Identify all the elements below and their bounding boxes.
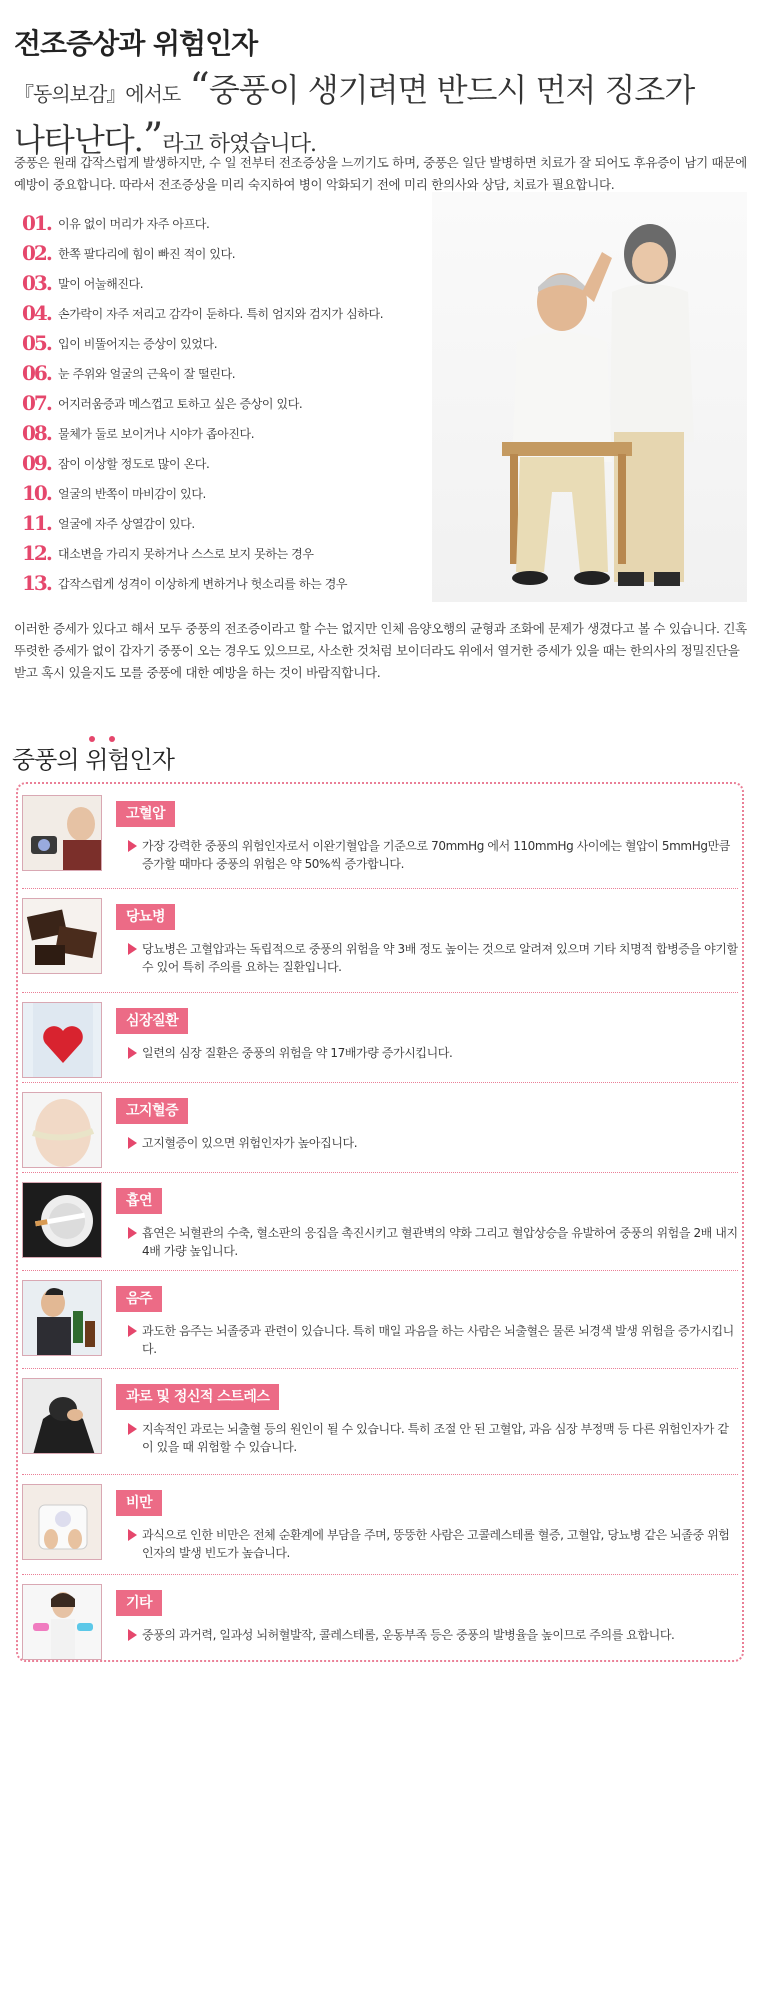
list-item (22, 448, 442, 478)
risk-factor-diabetes (22, 898, 742, 978)
risk-factor-drinking (22, 1280, 742, 1360)
divider (22, 1368, 738, 1369)
divider (22, 992, 738, 993)
symptom-number: 03. (22, 271, 51, 295)
chocolate-photo (22, 898, 102, 974)
heart-photo (22, 1002, 102, 1078)
symptom-text: 얼굴에 자주 상열감이 있다. (58, 516, 195, 531)
symptom-text: 어지러움증과 메스껍고 토하고 싶은 증상이 있다. (58, 396, 303, 411)
arrow-icon (128, 1423, 137, 1435)
symptom-text: 잠이 이상할 정도로 많이 온다. (58, 456, 210, 471)
divider (22, 1082, 738, 1083)
arrow-icon (128, 943, 137, 955)
risk-factor-label: 고혈압 (116, 801, 175, 827)
risk-factor-desc: 고지혈증이 있으면 위험인자가 높아집니다. (142, 1136, 358, 1150)
symptom-text: 물체가 둘로 보이거나 시야가 좁아진다. (58, 426, 255, 441)
risk-factor-label: 비만 (116, 1490, 162, 1516)
risk-factor-desc: 지속적인 과로는 뇌출혈 등의 원인이 될 수 있습니다. 특히 조절 안 된 고혈압, 과음 심장 부정맥 등 다른 위험인자가 같이 있을 때 위험할 수 있습니다. (142, 1422, 729, 1454)
arrow-icon (128, 1529, 137, 1541)
risk-factor-label: 고지혈증 (116, 1098, 188, 1124)
risk-factor-heart-disease (22, 1002, 742, 1082)
arrow-icon (128, 840, 137, 852)
open-quote-mark: “ (189, 65, 209, 111)
divider (22, 888, 738, 889)
risk-factor-desc: 일련의 심장 질환은 중풍의 위험을 약 17배가량 증가시킵니다. (142, 1046, 453, 1060)
symptom-number: 12. (22, 541, 51, 565)
intro-paragraph: 중풍은 원래 갑작스럽게 발생하지만, 수 일 전부터 전조증상을 느끼기도 하며, 중풍은 일단 발병하면 치료가 잘 되어도 후유증이 남기 때문에 예방이 중요합니다. 따라서 전조증상을 미리 숙지하여 병이 악화되기 전에 미리 한의사와 상담, 치료가 필요합니다. (14, 155, 747, 192)
risk-factor-desc: 과도한 음주는 뇌졸중과 관련이 있습니다. 특히 매일 과음을 하는 사람은 뇌출혈은 물론 뇌경색 발생 위험을 증가시킵니다. (142, 1324, 734, 1356)
risk-factor-desc: 흡연은 뇌혈관의 수축, 혈소판의 응집을 촉진시키고 혈관벽의 약화 그리고 혈압상승을 유발하여 중풍의 위험을 2배 내지 4배 가량 높입니다. (142, 1226, 738, 1258)
symptom-text: 입이 비뚤어지는 증상이 있었다. (58, 336, 218, 351)
symptom-list (22, 208, 442, 598)
quote-text-1: 중풍이 생기려면 반드시 먼저 징조가 (208, 71, 695, 109)
list-item (22, 478, 442, 508)
quote-after: 라고 하였습니다. (162, 132, 317, 157)
risk-heading-emphasis-text: 위험인자 (85, 746, 174, 774)
risk-factor-label: 흡연 (116, 1188, 162, 1214)
symptom-number: 13. (22, 571, 51, 595)
symptom-text: 얼굴의 반쪽이 마비감이 있다. (58, 486, 206, 501)
arrow-icon (128, 1629, 137, 1641)
risk-factor-smoking (22, 1182, 742, 1262)
list-item (22, 568, 442, 598)
symptom-text: 한쪽 팔다리에 힘이 빠진 적이 있다. (58, 246, 236, 261)
elderly-couple-photo (432, 192, 747, 602)
risk-factor-label: 음주 (116, 1286, 162, 1312)
arrow-icon (128, 1227, 137, 1239)
risk-heading-prefix: 중풍의 (12, 746, 86, 774)
symptom-number: 11. (22, 511, 51, 535)
waist-measure-photo (22, 1092, 102, 1168)
symptom-text: 이유 없이 머리가 자주 아프다. (58, 216, 210, 231)
symptom-text: 손가락이 자주 저리고 감각이 둔하다. 특히 엄지와 검지가 심하다. (58, 306, 384, 321)
risk-factor-label: 당뇨병 (116, 904, 175, 930)
exercise-photo (22, 1584, 102, 1660)
symptom-text: 대소변을 가리지 못하거나 스스로 보지 못하는 경우 (58, 546, 314, 561)
divider (22, 1270, 738, 1271)
symptom-number: 02. (22, 241, 51, 265)
risk-factor-stress (22, 1378, 742, 1458)
risk-factor-obesity (22, 1484, 742, 1564)
risk-factor-hyperlipidemia (22, 1092, 742, 1172)
risk-factor-desc: 당뇨병은 고혈압과는 독립적으로 중풍의 위험을 약 3배 정도 높이는 것으로 알려져 있으며 기타 치명적 합병증을 야기할 수 있어 특히 주의를 요하는 질환입니다. (142, 942, 738, 974)
quote-source: 『동의보감』에서도 (14, 82, 181, 106)
risk-factor-desc: 가장 강력한 중풍의 위험인자로서 이완기혈압을 기준으로 70mmHg 에서 110mmHg 사이에는 혈압이 5mmHg만큼 증가할 때마다 중풍의 위험은 약 50%씩 증가합니다. (142, 839, 730, 871)
stress-photo (22, 1378, 102, 1454)
list-item (22, 358, 442, 388)
risk-factor-heading (12, 740, 174, 775)
symptom-number: 05. (22, 331, 51, 355)
list-item (22, 508, 442, 538)
symptom-number: 04. (22, 301, 51, 325)
symptom-number: 01. (22, 211, 51, 235)
symptom-number: 07. (22, 391, 51, 415)
risk-factor-label: 기타 (116, 1590, 162, 1616)
outro-paragraph: 이러한 증세가 있다고 해서 모두 중풍의 전조증이라고 할 수는 없지만 인체 음양오행의 균형과 조화에 문제가 생겼다고 볼 수 있습니다. 긴혹 뚜렷한 증세가 없이 갑자기 중풍이 오는 경우도 있으므로, 사소한 것처럼 보이더라도 위에서 열거한 증세가 있을 때는 한의사의 정밀진단을 받고 혹시 있을지도 모를 중풍에 대한 예방을 하는 것이 바람직합니다. (14, 621, 747, 680)
arrow-icon (128, 1047, 137, 1059)
blood-pressure-photo (22, 795, 102, 871)
cigarette-photo (22, 1182, 102, 1258)
quote-text-2: 나타난다. (14, 121, 143, 159)
symptom-number: 08. (22, 421, 51, 445)
symptom-number: 06. (22, 361, 51, 385)
list-item (22, 328, 442, 358)
divider (22, 1172, 738, 1173)
risk-factor-other (22, 1584, 742, 1664)
risk-factor-label: 심장질환 (116, 1008, 188, 1034)
symptom-text: 눈 주위와 얼굴의 근육이 잘 떨린다. (58, 366, 236, 381)
drinking-photo (22, 1280, 102, 1356)
list-item (22, 238, 442, 268)
list-item (22, 268, 442, 298)
risk-heading-emphasis (85, 746, 174, 774)
risk-factor-label: 과로 및 정신적 스트레스 (116, 1384, 279, 1410)
divider (22, 1574, 738, 1575)
symptom-text: 말이 어눌해진다. (58, 276, 144, 291)
arrow-icon (128, 1325, 137, 1337)
arrow-icon (128, 1137, 137, 1149)
page-title: 전조증상과 위험인자 (14, 27, 258, 60)
list-item (22, 538, 442, 568)
close-quote-mark: ” (142, 115, 163, 161)
risk-factor-desc: 중풍의 과거력, 일과성 뇌허혈발작, 콜레스테롤, 운동부족 등은 중풍의 발병율을 높이므로 주의를 요합니다. (142, 1628, 675, 1642)
symptom-text: 갑작스럽게 성격이 이상하게 변하거나 헛소리를 하는 경우 (58, 576, 348, 591)
divider (22, 1474, 738, 1475)
list-item (22, 298, 442, 328)
list-item (22, 208, 442, 238)
risk-factor-desc: 과식으로 인한 비만은 전체 순환계에 부담을 주며, 뚱뚱한 사람은 고콜레스테롤 혈증, 고혈압, 당뇨병 같은 뇌졸중 위험인자의 발생 빈도가 높습니다. (142, 1528, 730, 1560)
list-item (22, 388, 442, 418)
scale-photo (22, 1484, 102, 1560)
symptom-number: 09. (22, 451, 51, 475)
list-item (22, 418, 442, 448)
symptom-number: 10. (22, 481, 51, 505)
risk-factor-hypertension (22, 795, 742, 875)
